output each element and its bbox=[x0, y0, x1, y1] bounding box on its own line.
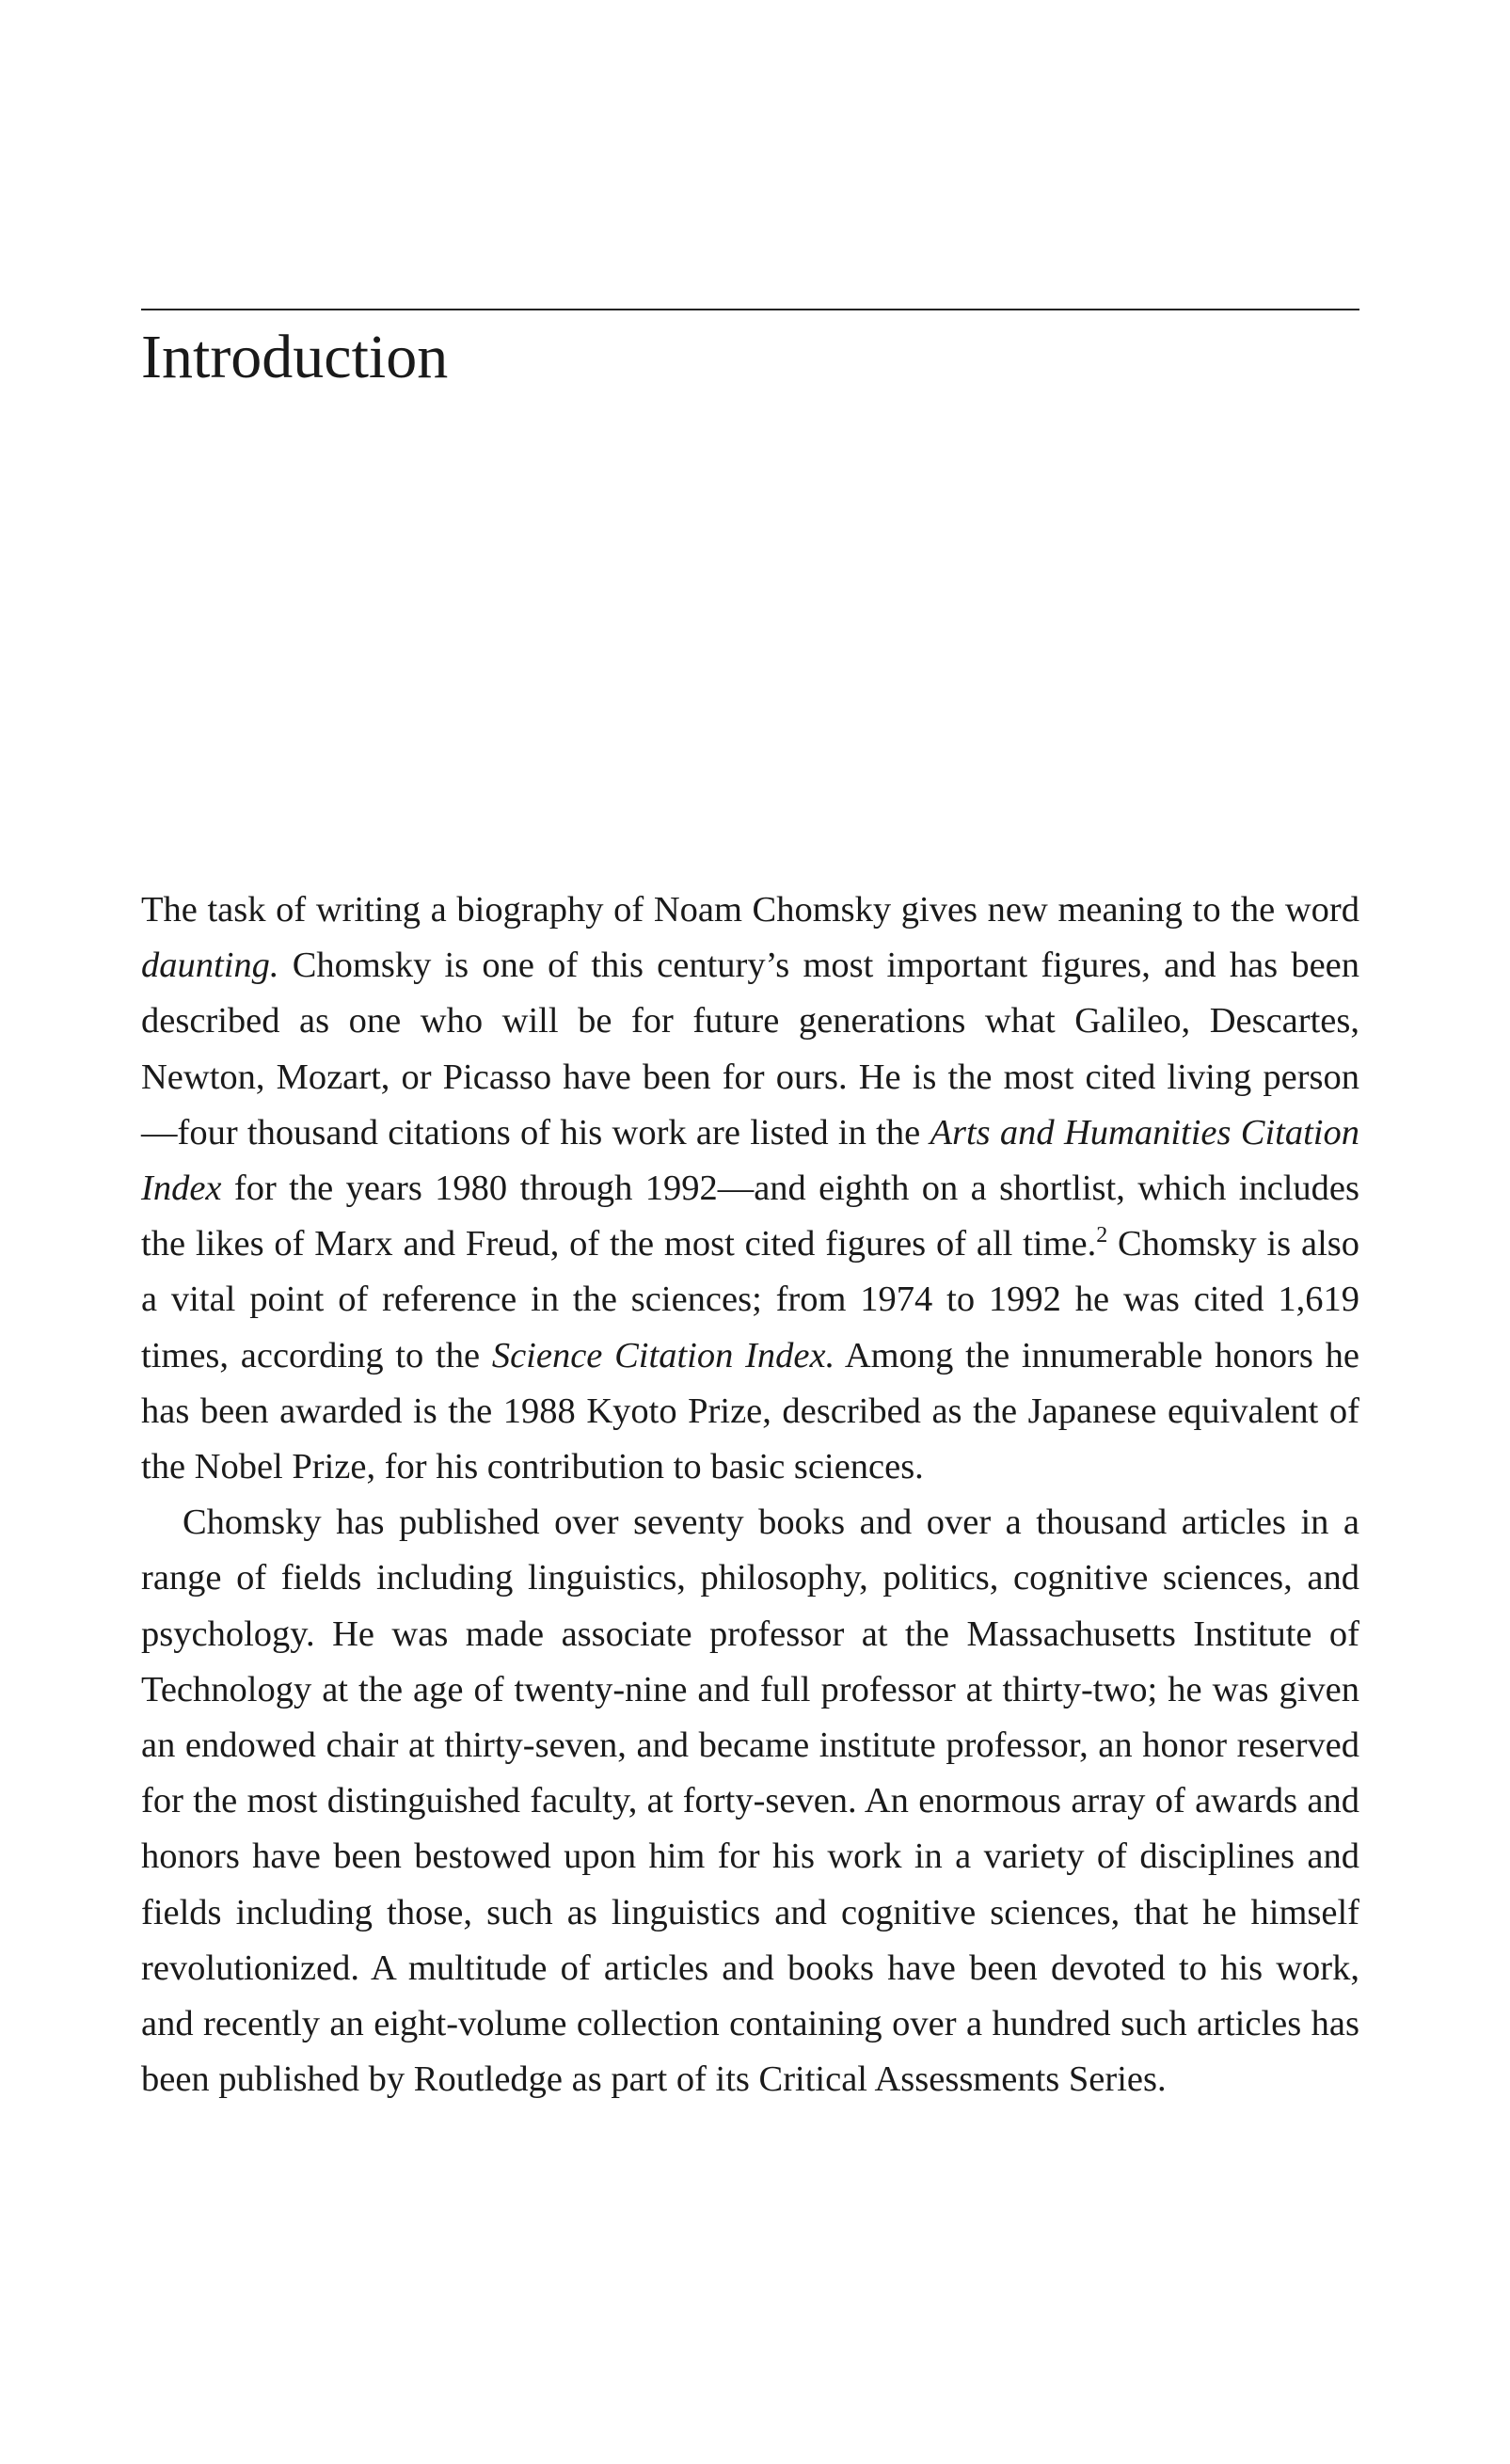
p1-text-c: for the years 1980 through 1992—and eighth on a shortlist, which includes the likes of Marx and Freud, of the most cited figures of all time. bbox=[141, 1168, 1359, 1264]
body-text bbox=[141, 882, 1359, 2107]
p1-italic-daunting: daunting. bbox=[141, 946, 279, 986]
p1-italic-arts-index: Arts and Humanities Citation Index bbox=[141, 1112, 1359, 1209]
paragraph-2: Chomsky has published over seventy books and over a thousand articles in a range of fields including linguistics, philosophy, politics, cognitive sciences, and psychology. He was made associate professor at the Massachusetts Institute of Technology at the age of twenty-nine and full professor at thirty-two; he was given an endowed chair at thirty-seven, and became institute professor, an honor reserved for the most distinguished faculty, at forty-seven. An enormous array of awards and honors have been bestowed upon him for his work in a variety of disciplines and fields including those, such as linguistics and cognitive sciences, that he himself revolutionized. A multitude of articles and books have been devoted to his work, and recently an eight-volume collection containing over a hundred such articles has been published by Routledge as part of its Critical Assessments Series. bbox=[141, 1502, 1359, 2100]
p1-text-a: The task of writing a biography of Noam Chomsky gives new meaning to the word bbox=[141, 890, 1359, 930]
paragraph-1 bbox=[141, 882, 1359, 1495]
p1-text-b: Chomsky is one of this century’s most important figures, and has been described as one who will be for future generations what Galileo, Descartes, Newton, Mozart, or Picasso have been for ours. He is the most cited living person—four thousand citations of his work are listed in the bbox=[141, 946, 1359, 1153]
chapter-rule bbox=[141, 309, 1359, 310]
p1-text-e: Among the innumerable honors he has been awarded is the 1988 Kyoto Prize, described as the Japanese equivalent of the Nobel Prize, for his contribution to basic sciences. bbox=[141, 1335, 1359, 1487]
p1-italic-science-index: Science Citation Index. bbox=[491, 1335, 835, 1375]
footnote-marker: 2 bbox=[1096, 1223, 1108, 1248]
p1-text-d: Chomsky is also a vital point of reference in the sciences; from 1974 to 1992 he was cited 1,619 times, according to the bbox=[141, 1224, 1360, 1375]
chapter-title: Introduction bbox=[141, 323, 449, 391]
